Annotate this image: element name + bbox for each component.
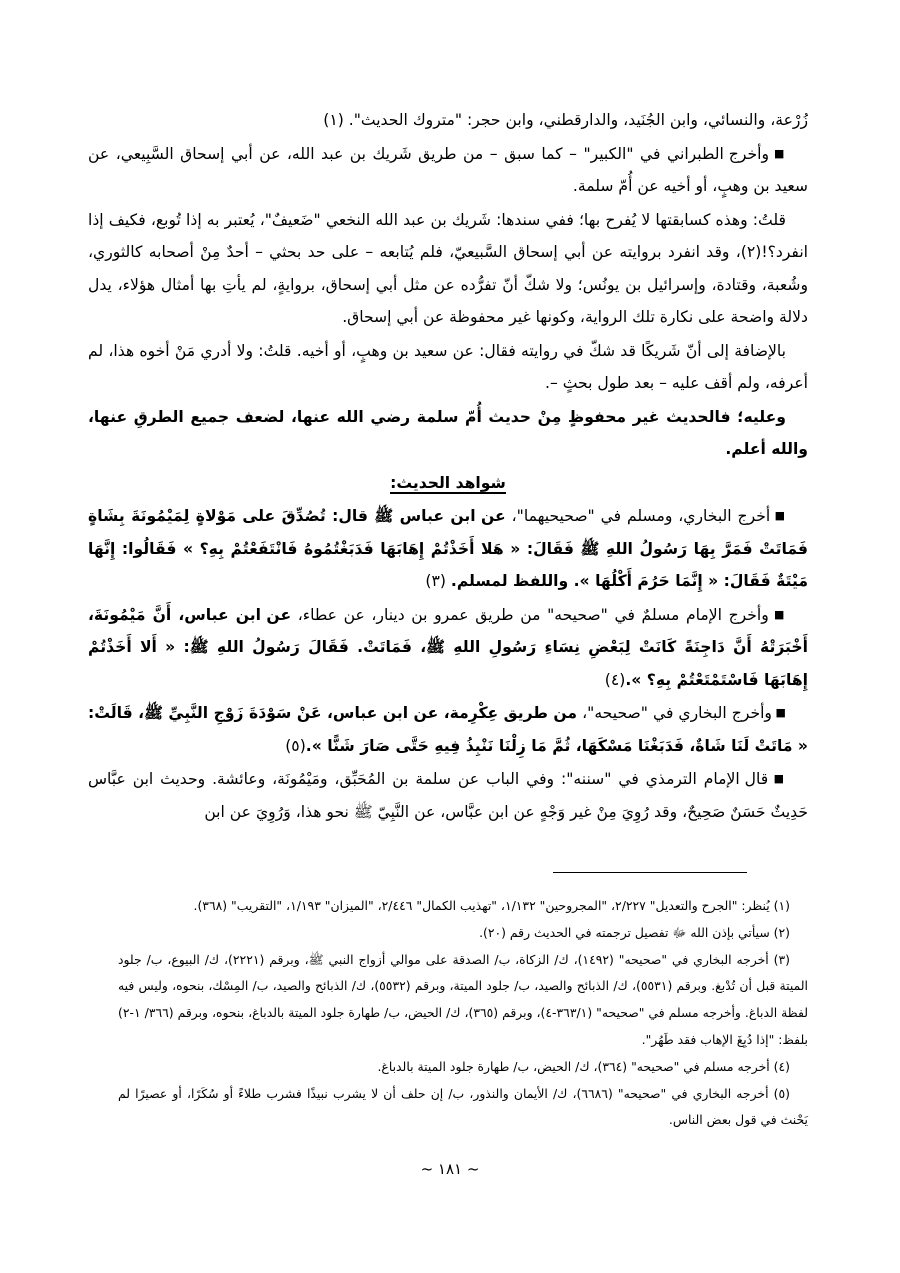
witness-1-intro: أخرج البخاري، ومسلم في "صحيحيهما"، [505, 507, 771, 525]
witness-3 [88, 697, 808, 762]
witness-2-intro: وأخرج الإمام مسلمٌ في "صحيحه" من طريق عمرو بن دينار، عن عطاء، [291, 605, 769, 624]
footnote-5: (٥) أخرجه البخاري في "صحيحه" (٦٦٨٦)، ك/ الأيمان والنذور، ب/ إن حلف أن لا يشرب نبيذًا فشرب طلاءً أو سُكَرًا، أو عصيرًا لم يَحْنث في قول بعض الناس. [118, 1085, 808, 1128]
page-number: ~ ١٨١ ~ [420, 1160, 480, 1178]
section-heading [88, 467, 808, 500]
witness-3-intro: وأخرج البخاري في "صحيحه"، [577, 704, 772, 722]
footnote-2: (٢) سيأتي بإذن الله ﷻ تفصيل ترجمته في الحديث رقم (٢٠). [479, 924, 790, 940]
paragraph-4: بالإضافة إلى أنّ شَريكًا قد شكّ في روايته فقال: عن سعيد بن وهبٍ، أو أخيه. قلتُ: ولا أدري مَنْ أخوه هذا، لم أعرفه، ولم أقف عليه – بعد طول بحثٍ –. [88, 341, 808, 392]
footnote-1: (١) يُنظر: "الجرح والتعديل" ٢/٢٢٧، "المجروحين" ١/١٣٢، "تهذيب الكمال" ٢/٤٤٦، "الميزان" ١/١٩٣، "التقريب" (٣٦٨). [193, 898, 790, 913]
section-heading-text: شواهد الحديث: [390, 473, 506, 492]
witness-3-hadith: من طريق عِكْرِمة، عن ابن عباس، عَنْ سَوْدَةَ زَوْجِ النَّبِيِّ ﷺ، قَالَتْ: « مَاتَتْ لَنَا شَاةٌ، فَدَبَغْنَا مَسْكَهَا، ثُمَّ مَا زِلْنَا نَنْبِذُ فِيهِ حَتَّى صَارَ شَنًّا ». [88, 704, 808, 755]
witness-1 [88, 500, 808, 598]
witness-3-ref: (٥) [285, 736, 306, 755]
footnote-separator [553, 872, 747, 873]
verdict-paragraph: وعليه؛ فالحديث غير محفوظٍ مِنْ حديث أُمّ سلمة رضي الله عنها، لضعف جميع الطرقِ عنها، والله أعلم. [88, 407, 808, 458]
footnotes [118, 893, 808, 1134]
witness-1-ref: (٣) [425, 572, 451, 590]
paragraph-2: ■ وأخرج الطبراني في "الكبير" – كما سبق – من طريق شَريك بن عبد الله، عن أبي إسحاق السَّبِيعي، عن سعيد بن وهبٍ، أو أخيه عن أُمّ سلمة. [88, 138, 808, 203]
witness-2-ref: (٤) [604, 670, 626, 689]
main-text [88, 104, 808, 828]
witness-4: ■ قال الإمام الترمذي في "سننه": وفي الباب عن سلمة بن المُحَبِّق، ومَيْمُونَة، وعائشة. وحديث ابن عبَّاس حَدِيثٌ حَسَنٌ صَحِيحٌ، وقد رُوِيَ مِنْ غير وَجْهٍ عن ابن عبَّاس، عن النَّبِيّ ﷺ نحو هذا، وَرُوِيَ عن ابن [88, 763, 808, 828]
paragraph-3: قلتُ: وهذه كسابقتها لا يُفرح بها؛ ففي سندها: شَريك بن عبد الله النخعي "ضَعيفٌ"، يُعتبر به إذا تُوبع، فكيف إذا انفرد؟!(٢)، وقد انفرد بروايته عن أبي إسحاق السَّبيعيّ، فلم يُتابعه – على حد بحثي – أحدٌ مِنْ أصحابه كالثوري، وشُعبة، وقتادة، وإسرائيل بن يونُس؛ ولا شكّ أنّ تفرُّده عن مثل أبي إسحاق، بروايةٍ، لم يأتِ بها أمثال هؤلاء، يدل دلالة واضحة على نكارة تلك الرواية، وكونها غير محفوظة عن أبي إسحاق. [88, 210, 808, 326]
witness-2 [88, 599, 808, 697]
footnote-3: (٣) أخرجه البخاري في "صحيحه" (١٤٩٢)، ك/ الزكاة، ب/ الصدقة على موالي أزواج النبي ﷺ، وبرقم (٢٢٢١)، ك/ البيوع، ب/ جلود الميتة قبل أن تُدْبغ. وبرقم (٥٥٣١)، ك/ الذبائح والصيد، ب/ جلود الميتة، وبرقم (٥٥٣٢)، ك/ الذبائح والصيد، ب/ المِسْك، بنحوه، وليس فيه لفظة الدباغ. وأخرجه مسلم في "صحيحه" (٣٦٣/١-٤)، وبرقم (٣٦٥)، ك/ الحيض، ب/ طهارة جلود الميتة بالدباغ، بنحوه، وبرقم (٣٦٦/ ١-٢) بلفظ: "إذا دُبِغَ الإهاب فقد طَهُر". [118, 951, 809, 1047]
paragraph-1: زُرْعة، والنسائي، وابن الجُنَيد، والدارقطني، وابن حجر: "متروك الحديث". (١) [323, 111, 808, 129]
footnote-4: (٤) أخرجه مسلم في "صحيحه" (٣٦٤)، ك/ الحيض، ب/ طهارة جلود الميتة بالدباغ. [377, 1058, 790, 1074]
witness-1-hadith: عن ابن عباس ﷺ قال: تُصُدِّقَ على مَوْلاةٍ لِمَيْمُونَةَ بِشَاةٍ فَمَاتَتْ فَمَرَّ بِهَا رَسُولُ اللهِ ﷺ فَقَالَ: « هَلا أَخَذْتُمْ إِهَابَهَا فَدَبَغْتُمُوهُ فَانْتَفَعْتُمْ بِهِ؟ » فَقَالُوا: إِنَّهَا مَيْتَةٌ فَقَالَ: « إِنَّمَا حَرُمَ أَكْلُهَا ». واللفظ لمسلم. [88, 507, 808, 590]
witness-2-hadith: عن ابن عباس، أَنَّ مَيْمُونَةَ، أَخْبَرَتْهُ أَنَّ دَاجِنَةً كَانَتْ لِبَعْضِ نِسَاءِ رَسُولِ اللهِ ﷺ، فَمَاتَتْ. فَقَالَ رَسُولُ اللهِ ﷺ: « أَلا أَخَذْتُمْ إِهَابَهَا فَاسْتَمْتَعْتُمْ بِهِ؟ ». [88, 605, 808, 689]
